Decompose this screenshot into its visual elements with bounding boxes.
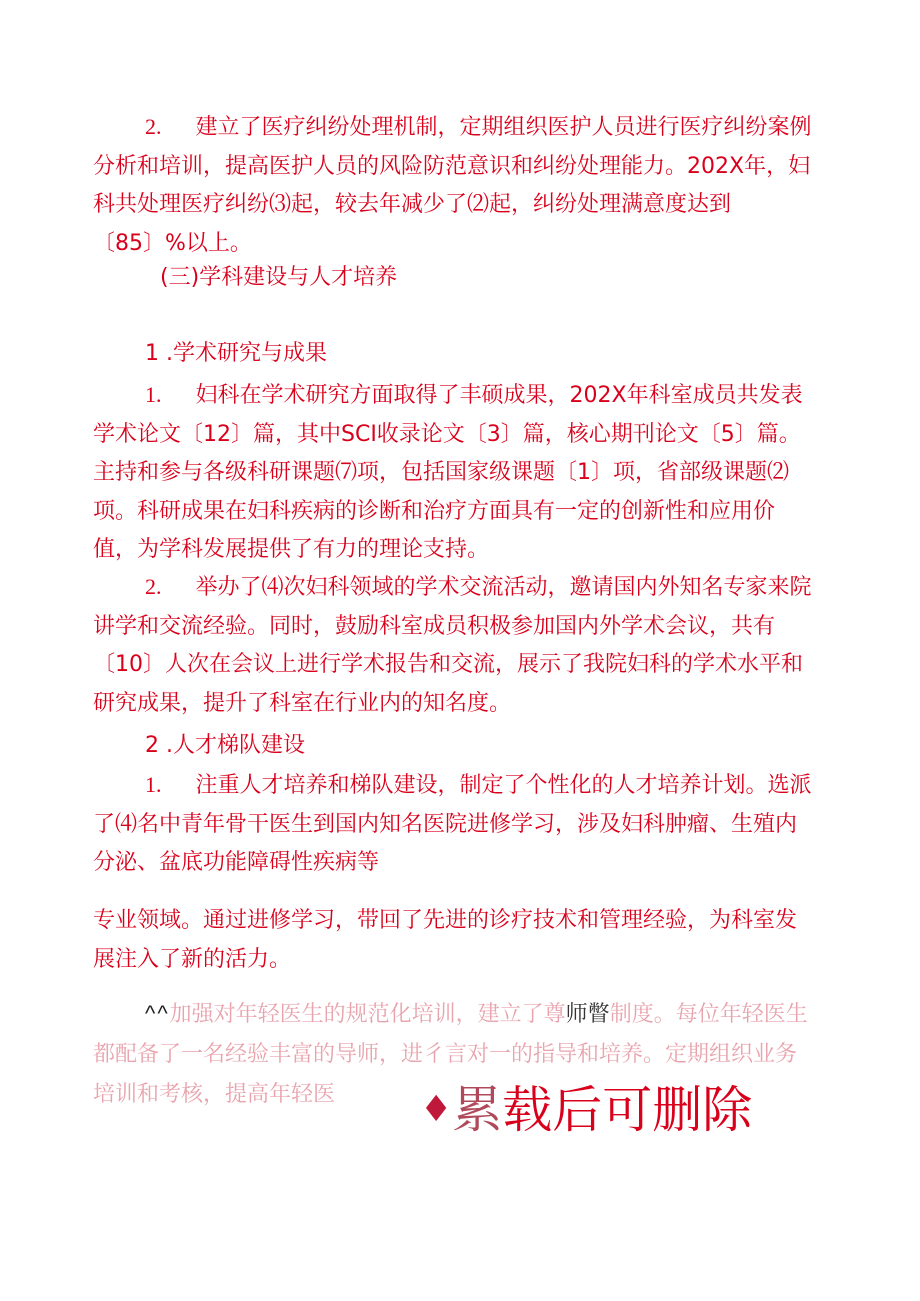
caret-marks: ^^ [145,1001,170,1026]
watermark-overlay [420,1080,752,1140]
watermark-text: 载后可删除 [502,1081,753,1139]
paragraph-research-results [93,376,817,570]
subheading-research: 1 .学术研究与成果 [145,341,327,366]
paragraph-text: 制度。每位年轻医生都配备了一名经验丰富的导师，进彳言对一的指导和培养。定期组织业务培训和考核，提高年轻医 [93,1002,808,1107]
item-number: 2. [145,574,162,599]
paragraph-text: 建立了医疗纠纷处理机制，定期组织医护人员进行医疗纠纷案例分析和培训，提高医护人员的风险防范意识和纠纷处理能力。202X年，妇科共处理医疗纠纷⑶起，较去年减少了⑵起，纠纷处理满意度达到〔85〕%以上。 [93,115,812,256]
paragraph-text: 加强对年轻医生的规范化培训，建立了尊 [169,1002,566,1027]
section-heading-discipline: (三)学科建设与人才培养 [160,265,398,290]
paragraph-talent-training [93,766,817,883]
paragraph-text-dark: 师瞥 [565,1002,610,1027]
paragraph-text: 妇科在学术研究方面取得了丰硕成果，202X年科室成员共发表学术论文〔12〕篇，其中SCI收录论文〔3〕篇，核心期刊论文〔5〕篇。主持和参与各级科研课题⑺项，包括国家级课题〔1〕项，省部级课题⑵项。科研成果在妇科疾病的诊断和治疗方面具有一定的创新性和应用价值，为学科发展提供了有力的理论支持。 [93,383,803,562]
paragraph-continuation: 专业领域。通过进修学习，带回了先进的诊疗技术和管理经验，为科室发展注入了新的活力。 [93,908,798,972]
item-number: 1. [145,382,162,407]
item-number: 1. [145,772,162,797]
paragraph-academic-exchange [93,568,817,723]
subheading-talent: 2 .人才梯队建设 [145,733,305,758]
paragraph-text: 注重人才培养和梯队建设，制定了个性化的人才培养计划。选派了⑷名中青年骨干医生到国内知名医院进修学习，涉及妇科肿瘤、生殖内分泌、盆底功能障碍性疾病等 [93,773,812,875]
diamond-icon: ♦ [420,1089,453,1130]
item-number: 2. [145,114,162,139]
paragraph-dispute-mechanism [93,108,817,263]
paragraph-text: 举办了⑷次妇科领域的学术交流活动，邀请国内外知名专家来院讲学和交流经验。同时，鼓励科室成员积极参加国内外学术会议，共有〔10〕人次在会议上进行学术报告和交流，展示了我院妇科的学术水平和研究成果，提升了科室在行业内的知名度。 [93,575,812,716]
watermark-char: 累 [452,1081,503,1139]
